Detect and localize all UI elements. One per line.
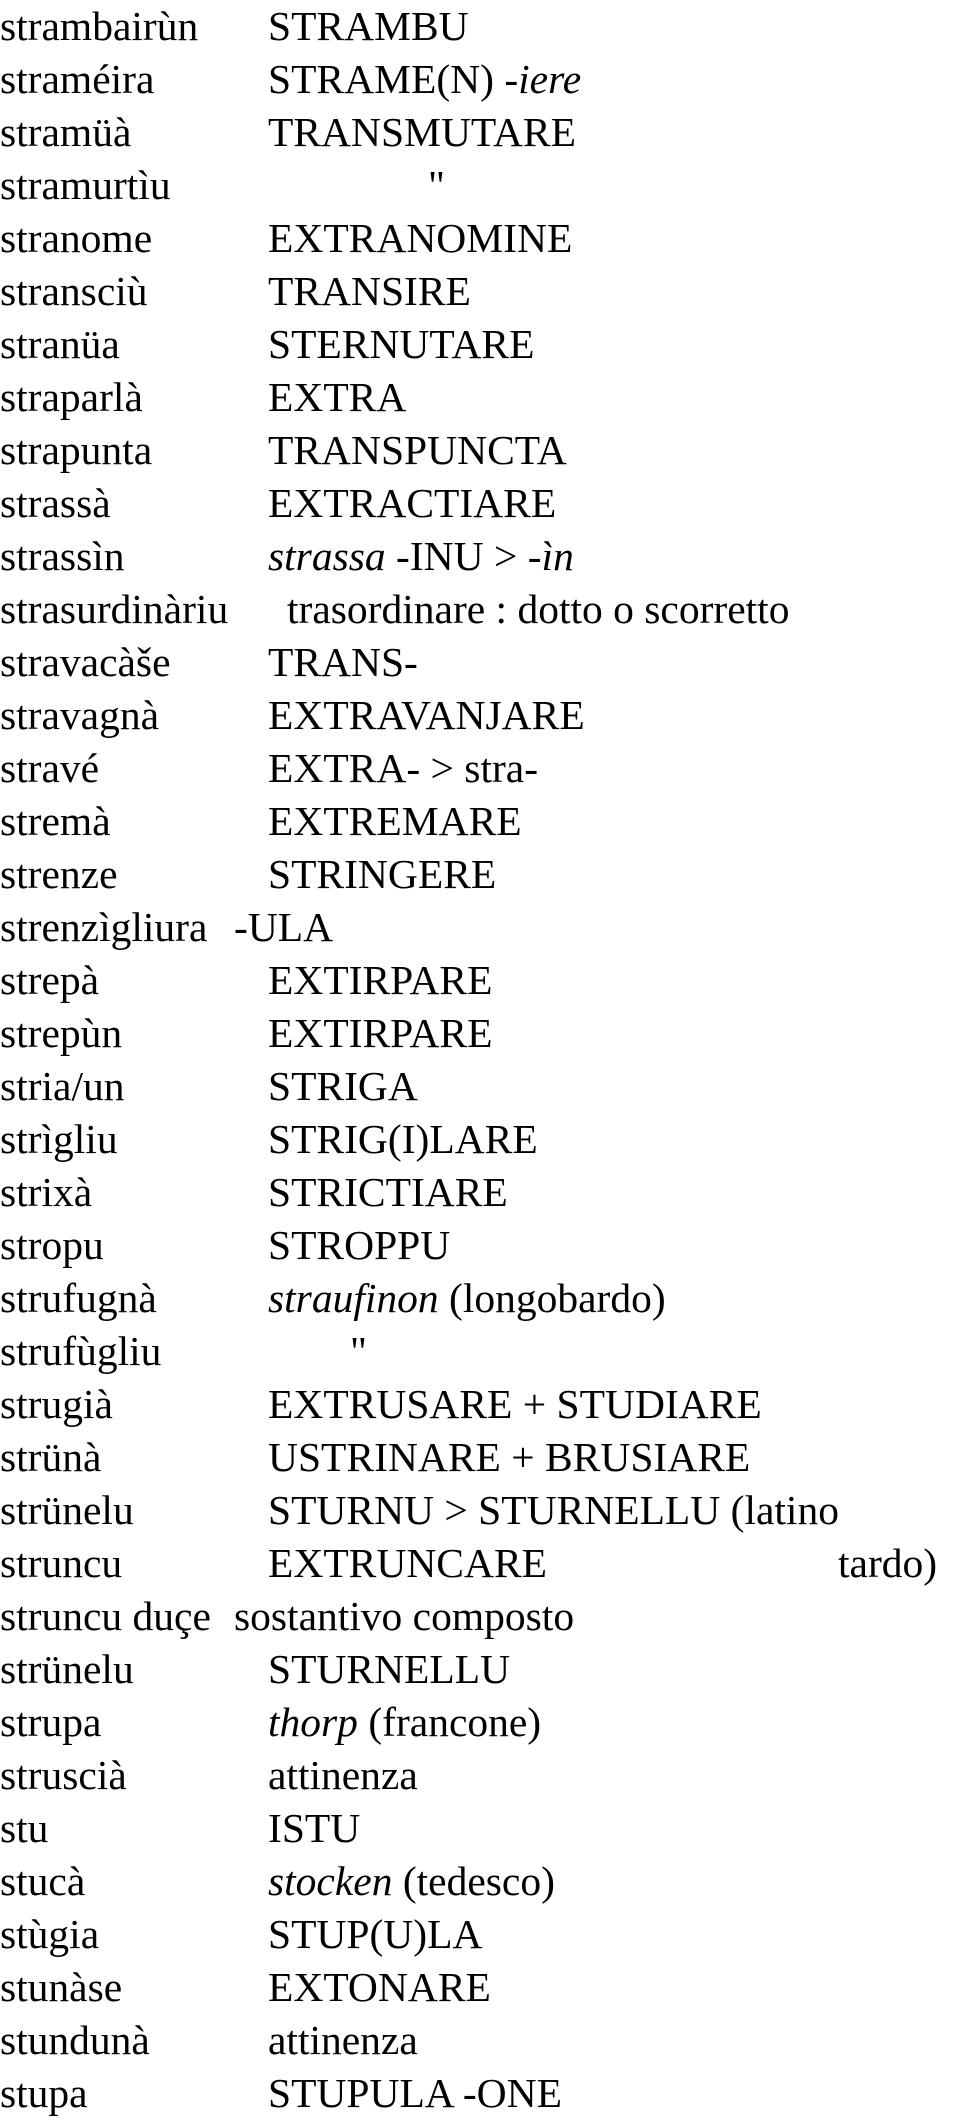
entry-row — [0, 1802, 970, 1855]
entry-etymology — [268, 1166, 508, 1219]
etymology-segment: STRAMBU — [268, 3, 469, 49]
entry-row — [0, 954, 970, 1007]
etymology-segment: EXTRANOMINE — [268, 215, 573, 261]
etymology-segment: STURNELLU — [268, 1646, 511, 1692]
entry-etymology — [268, 371, 406, 424]
entry-term: stunàse — [0, 1964, 123, 2010]
entry-row — [0, 1696, 970, 1749]
etymology-segment: STERNUTARE — [268, 321, 535, 367]
etymology-segment: STRICTIARE — [268, 1169, 508, 1215]
etymology-segment: STUP(U)LA — [268, 1911, 483, 1957]
entry-term: stransciù — [0, 268, 148, 314]
entry-term: strugià — [0, 1381, 113, 1427]
entry-etymology — [268, 1484, 839, 1537]
entry-row — [0, 424, 970, 477]
entry-term: stremà — [0, 798, 111, 844]
entry-term: strassà — [0, 480, 111, 526]
entry-term: strapunta — [0, 427, 153, 473]
entry-row — [0, 1219, 970, 1272]
entry-etymology — [350, 1325, 367, 1378]
entry-term: stria/un — [0, 1063, 125, 1109]
entry-term: strassìn — [0, 533, 125, 579]
entry-etymology — [268, 1908, 482, 1961]
entry-term: stundunà — [0, 2017, 150, 2063]
etymology-segment: USTRINARE + BRUSIARE — [268, 1434, 751, 1480]
entry-row — [0, 1961, 970, 2014]
entry-etymology — [268, 2067, 562, 2120]
entry-term: stramüà — [0, 109, 132, 155]
entry-etymology — [268, 1855, 555, 1908]
etymology-segment: attinenza — [268, 1752, 418, 1798]
entry-etymology — [268, 1802, 360, 1855]
entry-etymology — [268, 1961, 491, 2014]
entry-etymology — [268, 1060, 418, 1113]
etymology-segment: sostantivo composto — [234, 1593, 575, 1639]
entry-etymology — [268, 212, 572, 265]
etymology-segment: EXTRUSARE + STUDIARE — [268, 1381, 762, 1427]
entry-etymology — [268, 1272, 666, 1325]
entry-etymology — [268, 1431, 750, 1484]
entry-row — [0, 742, 970, 795]
entry-term: strixà — [0, 1169, 93, 1215]
entry-term: stùgia — [0, 1911, 100, 1957]
entry-row — [0, 106, 970, 159]
entry-etymology — [268, 954, 492, 1007]
entry-term: stranome — [0, 215, 153, 261]
entry-term: strünà — [0, 1434, 102, 1480]
etymology-segment: (francone) — [357, 1699, 542, 1745]
entry-etymology — [268, 689, 585, 742]
entry-term: strepà — [0, 957, 100, 1003]
entry-row — [0, 371, 970, 424]
entry-row — [0, 1749, 970, 1802]
entry-term: struncu duçe — [0, 1593, 211, 1639]
entry-term: strufùgliu — [0, 1328, 162, 1374]
entry-term: straméira — [0, 56, 155, 102]
etymology-segment: STUPULA -ONE — [268, 2070, 562, 2116]
entry-term: strasurdinàriu — [0, 586, 229, 632]
entry-term: stu — [0, 1805, 49, 1851]
entry-continuation: tardo) — [838, 1540, 938, 1586]
etymology-italic-segment: -iere — [504, 56, 582, 102]
etymology-italic-segment: -ìn — [527, 533, 574, 579]
entry-etymology — [268, 1643, 510, 1696]
entry-etymology — [268, 0, 469, 53]
entry-row — [0, 1272, 970, 1325]
entry-term: strepùn — [0, 1010, 123, 1056]
entry-row — [0, 1007, 970, 1060]
etymology-segment: STRAME(N) — [268, 56, 505, 102]
entry-row — [0, 318, 970, 371]
entry-term: stramurtìu — [0, 162, 171, 208]
entry-term: stravé — [0, 745, 100, 791]
entry-row — [0, 901, 970, 954]
entry-row — [0, 1113, 970, 1166]
entry-etymology — [268, 53, 581, 106]
etymology-segment: EXTREMARE — [268, 798, 522, 844]
entry-term: strambairùn — [0, 3, 199, 49]
entry-row — [0, 1060, 970, 1113]
etymology-italic-segment: strassa — [268, 533, 386, 579]
entry-row — [0, 159, 970, 212]
entry-etymology — [268, 1113, 538, 1166]
etymology-segment: EXTRAVANJARE — [268, 692, 585, 738]
entry-row — [0, 477, 970, 530]
etymology-segment: EXTRACTIARE — [268, 480, 557, 526]
entry-row — [0, 530, 970, 583]
entry-etymology — [234, 901, 333, 954]
entry-row — [0, 1855, 970, 1908]
entry-etymology — [268, 1696, 541, 1749]
etymology-segment: TRANSPUNCTA — [268, 427, 567, 473]
etymology-segment: EXTIRPARE — [268, 1010, 493, 1056]
entry-row — [0, 1325, 970, 1378]
entry-etymology — [287, 583, 789, 636]
entry-term: strenze — [0, 851, 118, 897]
entry-term: stupa — [0, 2070, 88, 2116]
entry-row — [0, 265, 970, 318]
entry-etymology — [268, 265, 471, 318]
etymology-segment: STROPPU — [268, 1222, 451, 1268]
entry-row — [0, 212, 970, 265]
entry-etymology — [268, 106, 576, 159]
entry-row — [0, 848, 970, 901]
etymology-segment: (longobardo) — [438, 1275, 666, 1321]
etymology-segment: EXTIRPARE — [268, 957, 493, 1003]
entry-row — [0, 1378, 970, 1431]
entry-term: strenzìgliura — [0, 904, 208, 950]
etymology-segment: STRIG(I)LARE — [268, 1116, 538, 1162]
entry-etymology — [268, 477, 556, 530]
etymology-italic-segment: thorp — [268, 1699, 358, 1745]
entry-etymology — [268, 1749, 418, 1802]
etymology-segment: EXTONARE — [268, 1964, 491, 2010]
entry-term: strünelu — [0, 1487, 134, 1533]
entry-term: strünelu — [0, 1646, 134, 1692]
etymology-segment: STURNU > STURNELLU (latino — [268, 1487, 839, 1533]
entry-term: strupa — [0, 1699, 102, 1745]
entry-etymology — [268, 848, 496, 901]
etymology-segment: (tedesco) — [392, 1858, 555, 1904]
entry-row — [0, 795, 970, 848]
entry-etymology — [268, 530, 574, 583]
etymology-segment: trasordinare : dotto o scorretto — [287, 586, 790, 632]
entry-row — [0, 53, 970, 106]
entry-etymology — [268, 742, 538, 795]
entry-row — [0, 1166, 970, 1219]
etymology-segment: TRANSIRE — [268, 268, 471, 314]
etymology-segment: STRIGA — [268, 1063, 418, 1109]
etymology-segment: EXTRA — [268, 374, 407, 420]
entry-row — [0, 2067, 970, 2120]
entry-row — [0, 1643, 970, 1696]
entry-row — [0, 636, 970, 689]
etymology-segment: EXTRUNCARE — [268, 1540, 547, 1586]
entry-row — [0, 1590, 970, 1643]
etymology-segment: ISTU — [268, 1805, 361, 1851]
entry-term: strufugnà — [0, 1275, 157, 1321]
entry-row — [0, 1431, 970, 1484]
entry-row — [0, 689, 970, 742]
entry-term: stropu — [0, 1222, 104, 1268]
etymology-segment: TRANSMUTARE — [268, 109, 576, 155]
entry-etymology — [234, 1590, 574, 1643]
entry-etymology — [428, 159, 445, 212]
entry-etymology — [268, 1378, 762, 1431]
etymology-italic-segment: straufinon — [268, 1275, 439, 1321]
entry-row — [0, 2014, 970, 2067]
entry-term: stravacàše — [0, 639, 171, 685]
entry-term: stravagnà — [0, 692, 160, 738]
entry-etymology — [268, 1219, 450, 1272]
entry-term: straparlà — [0, 374, 143, 420]
etymology-segment: " — [428, 162, 445, 208]
entry-etymology — [268, 1537, 547, 1590]
entry-term: struncu — [0, 1540, 123, 1586]
entry-term: strìgliu — [0, 1116, 118, 1162]
etymology-segment: " — [350, 1328, 367, 1374]
etymology-segment: TRANS- — [268, 639, 418, 685]
entry-row — [0, 0, 970, 53]
entry-etymology — [268, 318, 534, 371]
entry-etymology — [268, 636, 418, 689]
entry-row — [0, 1908, 970, 1961]
entry-etymology — [268, 424, 567, 477]
etymology-segment: attinenza — [268, 2017, 418, 2063]
entry-row — [0, 1537, 970, 1590]
etymology-segment: EXTRA- > stra- — [268, 745, 539, 791]
entry-term: stucà — [0, 1858, 86, 1904]
entry-etymology — [268, 795, 522, 848]
etymology-segment: -INU > — [385, 533, 528, 579]
entry-term: struscià — [0, 1752, 127, 1798]
entry-row — [0, 1484, 970, 1537]
entry-row — [0, 583, 970, 636]
etymology-segment: -ULA — [234, 904, 334, 950]
entry-etymology — [268, 2014, 418, 2067]
etymology-italic-segment: stocken — [268, 1858, 393, 1904]
entry-etymology — [268, 1007, 492, 1060]
etymology-segment: STRINGERE — [268, 851, 497, 897]
entry-term: stranüa — [0, 321, 120, 367]
